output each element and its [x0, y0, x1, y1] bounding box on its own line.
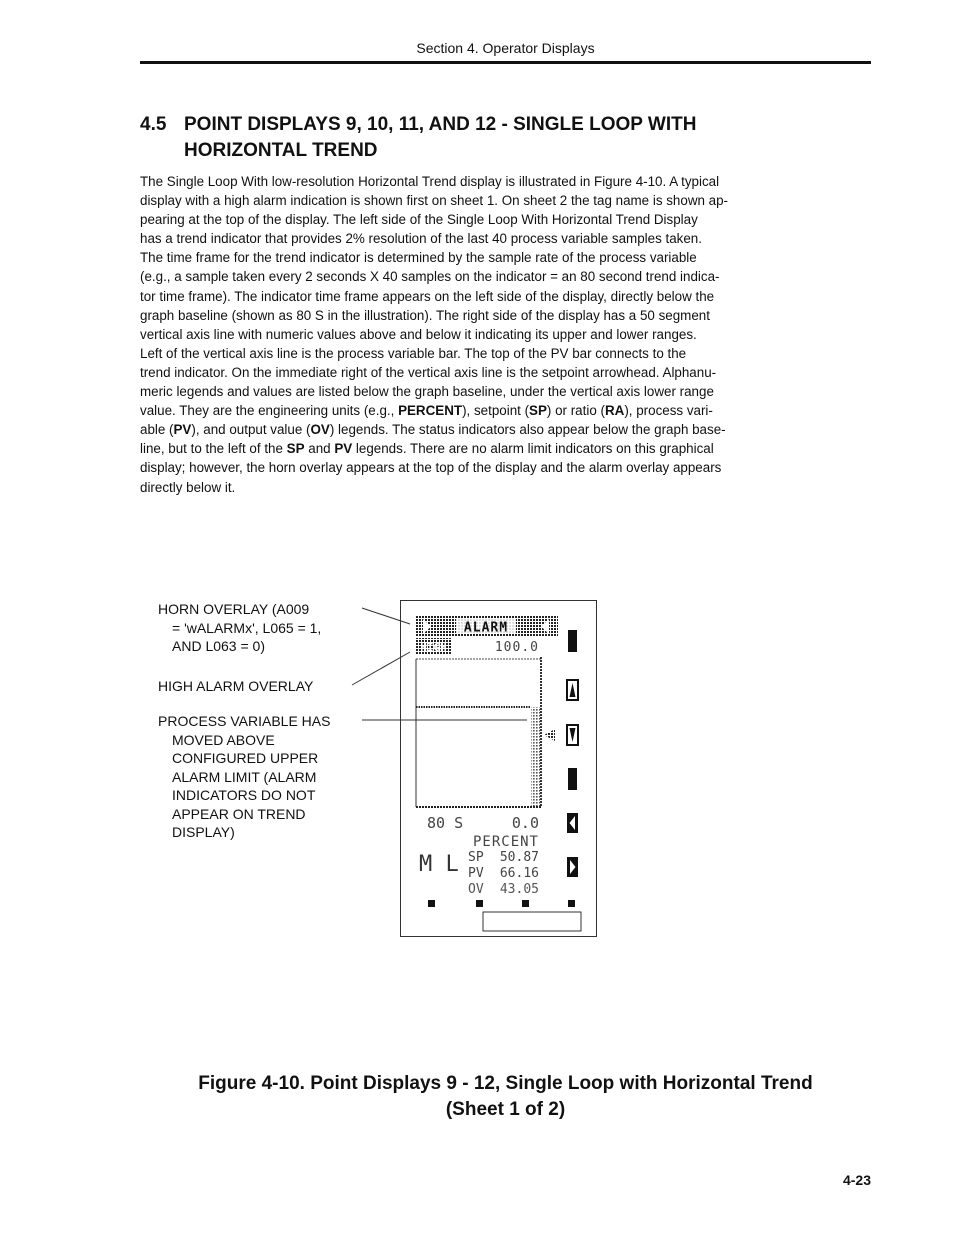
body-line: value. They are the engineering units (e.g., PERCENT), setpoint (SP) or ratio (RA), process vari-: [140, 403, 713, 419]
callout-high-alarm-overlay: HIGH ALARM OVERLAY: [158, 678, 314, 694]
units-legend: PERCENT: [472, 834, 539, 850]
section-title-line2: HORIZONTAL TREND: [184, 140, 378, 161]
horn-overlay-text: ALARM: [463, 620, 509, 636]
status-indicators: M L: [419, 852, 459, 877]
body-line: tor time frame). The indicator time frame appears on the left side of the display, directly below the: [140, 288, 715, 304]
body-line: line, but to the left of the SP and PV legends. There are no alarm limit indicators on this graphical: [140, 441, 714, 457]
callout-horn-overlay: HORN OVERLAY (A009 = 'wALARMx', L065 = 1, AND L063 = 0): [158, 601, 322, 654]
body-line: (e.g., a sample taken every 2 seconds X 40 samples on the indicator = an 80 second trend indica-: [140, 269, 720, 285]
body-line: pearing at the top of the display. The left side of the Single Loop With Horizontal Trend Display: [140, 212, 698, 228]
ov-label: OV: [468, 882, 484, 897]
body-line: trend indicator. On the immediate right of the vertical axis line is the setpoint arrowhead. Alphanu-: [140, 364, 717, 380]
body-line: display with a high alarm indication is shown first on sheet 1. On sheet 2 the tag name is shown ap-: [140, 193, 729, 209]
ov-value: 43.05: [499, 882, 539, 897]
pv-bar: [531, 707, 540, 807]
callout-process-variable: PROCESS VARIABLE HAS MOVED ABOVE CONFIGURED UPPER ALARM LIMIT (ALARM INDICATORS DO NOT APPEAR ON TREND DISPLAY): [158, 713, 331, 840]
lcd-screen: [401, 601, 595, 935]
figure-caption: Figure 4-10. Point Displays 9 - 12, Single Loop with Horizontal Trend (Sheet 1 of 2): [198, 1073, 813, 1120]
section-number: 4.5: [140, 114, 167, 135]
setpoint-arrowhead-icon: [544, 729, 555, 741]
body-line: directly below it.: [140, 479, 236, 495]
body-line: The time frame for the trend indicator is determined by the sample rate of the process variable: [140, 250, 697, 266]
body-line: vertical axis line with numeric values above and below it indicating its upper and lower ranges.: [140, 326, 697, 342]
body-line: graph baseline (shown as 80 S in the illustration). The right side of the display has a 50 segment: [140, 307, 710, 323]
alarm-overlay-text: HIGH: [420, 641, 447, 654]
body-line: able (PV), and output value (OV) legends. The status indicators also appear below the graph base-: [140, 422, 726, 438]
body-line: display; however, the horn overlay appears at the top of the display and the alarm overlay appears: [140, 460, 722, 476]
operator-display-panel: [400, 600, 597, 937]
pv-label: PV: [468, 866, 484, 881]
sp-label: SP: [468, 850, 484, 865]
softkey-indicator-3[interactable]: [522, 900, 529, 907]
page-number: 4-23: [842, 1172, 871, 1188]
running-header: Section 4. Operator Displays: [416, 40, 595, 56]
body-line: has a trend indicator that provides 2% resolution of the last 40 process variable samples taken.: [140, 231, 702, 247]
section-title-line1: POINT DISPLAYS 9, 10, 11, AND 12 - SINGLE LOOP WITH: [184, 114, 697, 135]
softkey-indicator-2[interactable]: [476, 900, 483, 907]
key-bar-top[interactable]: [568, 630, 577, 652]
body-line: Left of the vertical axis line is the process variable bar. The top of the PV bar connects to the: [140, 345, 687, 361]
key-bar-middle[interactable]: [568, 768, 577, 790]
lower-range-value: 0.0: [511, 814, 539, 832]
pv-value: 66.16: [499, 866, 539, 881]
sp-value: 50.87: [499, 850, 539, 865]
label-slot: [483, 912, 581, 931]
softkey-indicator-1[interactable]: [428, 900, 435, 907]
upper-range-value: 100.0: [494, 640, 539, 655]
softkey-indicator-4[interactable]: [568, 900, 575, 907]
time-frame-text: 80 S: [427, 814, 464, 832]
body-line: The Single Loop With low-resolution Horizontal Trend display is illustrated in Figure 4-10. A typical: [140, 174, 720, 189]
body-line: meric legends and values are listed below the graph baseline, under the vertical axis lower range: [140, 384, 714, 400]
